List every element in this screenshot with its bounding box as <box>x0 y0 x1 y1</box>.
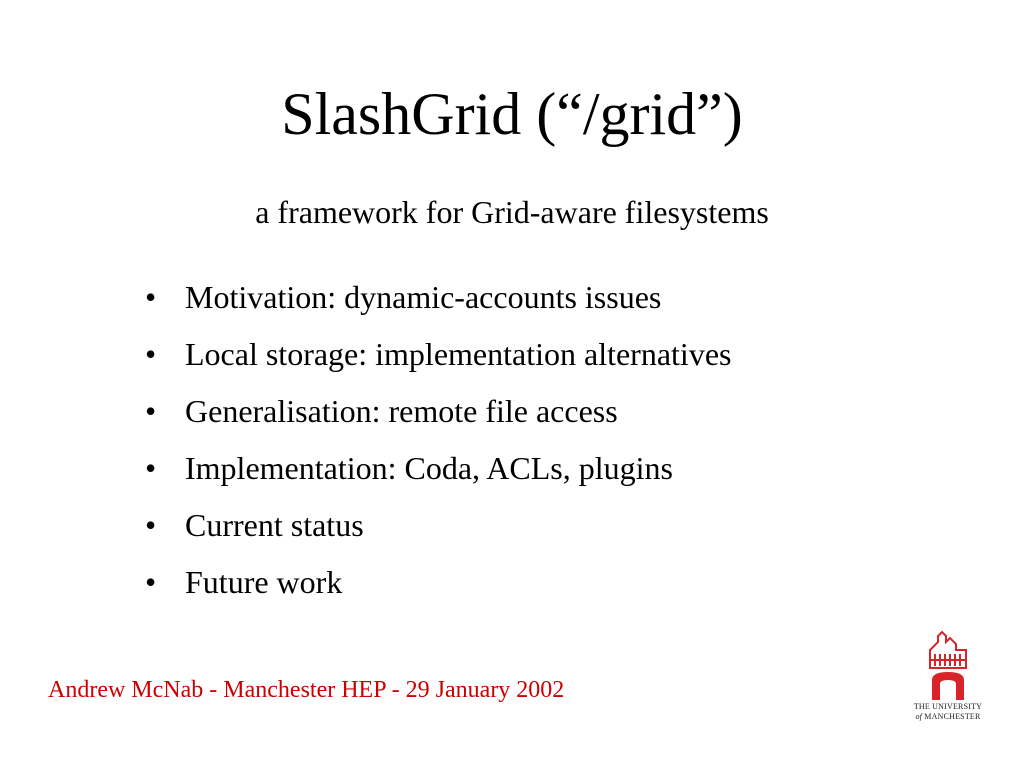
bullet-glyph: • <box>145 393 157 429</box>
slide-footer: Andrew McNab - Manchester HEP - 29 January 2002 <box>48 677 565 703</box>
bullet-text: Future work <box>185 564 343 600</box>
slide-subtitle: a framework for Grid-aware filesystems <box>255 194 769 230</box>
bullet-glyph: • <box>145 507 157 543</box>
bullet-glyph: • <box>145 564 157 600</box>
university-crest-icon <box>926 628 970 700</box>
bullet-text: Implementation: Coda, ACLs, plugins <box>185 450 673 486</box>
university-of: of <box>915 712 923 721</box>
bullet-glyph: • <box>145 450 157 486</box>
bullet-glyph: • <box>145 336 157 372</box>
slide-title: SlashGrid (“/grid”) <box>281 81 743 147</box>
bullet-text: Generalisation: remote file access <box>185 393 618 429</box>
university-logo <box>902 628 994 736</box>
bullet-glyph: • <box>145 279 157 315</box>
bullet-text: Current status <box>185 507 364 543</box>
bullet-text: Local storage: implementation alternatives <box>185 336 732 372</box>
university-city: MANCHESTER <box>924 712 981 721</box>
university-line-2 <box>902 712 994 722</box>
university-line-1: THE UNIVERSITY <box>913 702 983 711</box>
university-name <box>902 702 994 722</box>
bullet-text: Motivation: dynamic-accounts issues <box>185 279 662 315</box>
